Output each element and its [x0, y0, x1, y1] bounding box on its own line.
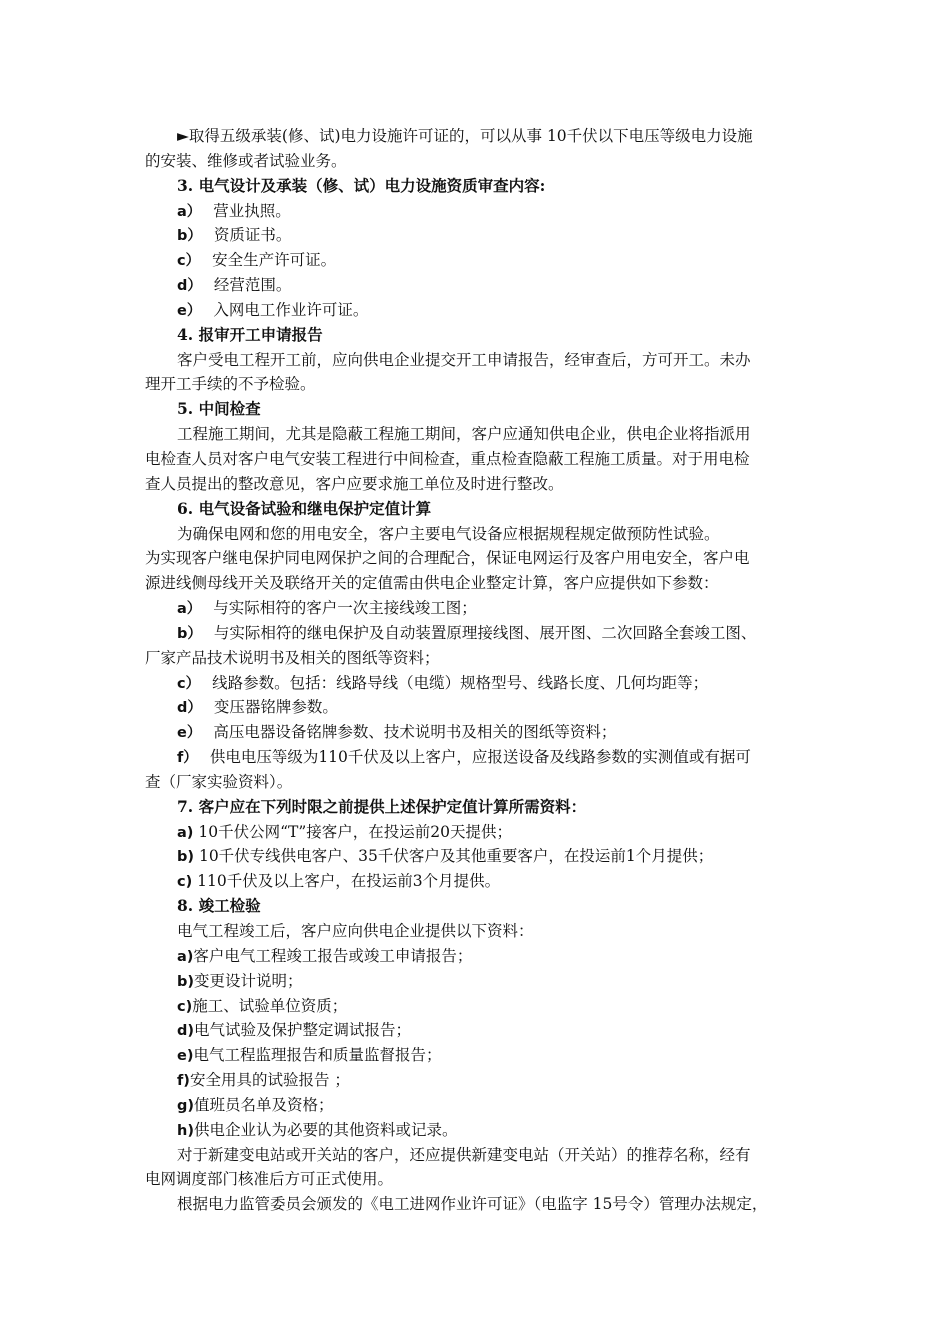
list-label: d)	[177, 1023, 195, 1040]
list-item	[145, 248, 815, 273]
section-heading-7: 7. 客户应在下列时限之前提供上述保护定值计算所需资料：	[177, 796, 587, 816]
list-item	[145, 671, 815, 696]
list-item	[145, 969, 815, 994]
list-text: 与实际相符的客户一次主接线竣工图；	[213, 599, 477, 618]
list-item	[145, 720, 815, 745]
list-label: a)	[177, 948, 194, 965]
list-item	[145, 199, 815, 224]
list-item	[145, 1093, 815, 1118]
section-heading-8: 8. 竣工检验	[177, 896, 261, 916]
list-item	[145, 844, 815, 869]
list-text: 客户电气工程竣工报告或竣工申请报告；	[193, 946, 473, 965]
list-item	[145, 820, 815, 845]
list-label: b)	[177, 973, 195, 990]
list-item-continuation: 厂家产品技术说明书及相关的图纸等资料；	[145, 648, 440, 667]
list-text: 电气试验及保护整定调试报告；	[194, 1021, 412, 1040]
list-text: 线路参数。包括：线路导线（电缆）规格型号、线路长度、几何均距等；	[212, 673, 709, 692]
list-text: 变压器铭牌参数。	[213, 698, 338, 717]
list-label: a）	[177, 203, 202, 220]
list-label: f）	[177, 750, 198, 767]
list-label: e）	[177, 725, 202, 742]
list-label: d）	[177, 700, 202, 717]
list-item	[145, 596, 815, 621]
list-item	[145, 745, 815, 770]
list-item	[145, 944, 815, 969]
list-text: 供电企业认为必要的其他资料或记录。	[193, 1120, 458, 1139]
list-text: 电气工程监理报告和质量监督报告；	[193, 1046, 442, 1065]
section-heading-4: 4. 报审开工申请报告	[177, 324, 323, 344]
list-label: e）	[177, 302, 202, 319]
paragraph-line: 电检查人员对客户电气安装工程进行中间检查，重点检查隐蔽工程施工质量。对于用电检	[145, 449, 750, 468]
list-label: f)	[177, 1073, 190, 1090]
list-label: e)	[177, 1048, 194, 1065]
section-heading-6: 6. 电气设备试验和继电保护定值计算	[177, 498, 432, 518]
section-heading-3: 3. 电气设计及承装（修、试）电力设施资质审查内容:	[177, 175, 546, 195]
list-item	[145, 273, 815, 298]
list-label: b）	[177, 228, 202, 245]
list-item	[145, 298, 815, 323]
section-heading-5: 5. 中间检查	[177, 399, 261, 419]
list-item	[145, 869, 815, 894]
list-text: 110千伏及以上客户，在投运前3个月提供。	[197, 872, 501, 891]
list-item	[145, 695, 815, 720]
paragraph-line: 对于新建变电站或开关站的客户，还应提供新建变电站（开关站）的推荐名称，经有	[177, 1145, 751, 1164]
paragraph-line: 工程施工期间，尤其是隐蔽工程施工期间，客户应通知供电企业，供电企业将指派用	[177, 425, 751, 444]
paragraph-line: 根据电力监管委员会颁发的《电工进网作业许可证》（电监字 15号令）管理办法规定，	[177, 1195, 768, 1214]
list-label: c）	[177, 675, 201, 692]
list-item	[145, 621, 815, 646]
list-label: c)	[177, 998, 193, 1015]
paragraph-line: 电气工程竣工后，客户应向供电企业提供以下资料：	[177, 922, 534, 940]
paragraph-line: 电网调度部门核准后方可正式使用。	[145, 1170, 394, 1189]
list-label: g)	[177, 1097, 195, 1114]
list-item	[145, 1043, 815, 1068]
list-text: 资质证书。	[213, 226, 292, 245]
list-text: 安全生产许可证。	[212, 251, 337, 270]
list-text: 经营范围。	[213, 276, 292, 295]
list-label: c）	[177, 253, 201, 270]
list-label: h)	[177, 1122, 194, 1139]
paragraph-line: ►取得五级承装(修、试)电力设施许可证的，可以从事 10千伏以下电压等级电力设施	[177, 127, 753, 145]
list-item-continuation: 查（厂家实验资料）。	[145, 772, 293, 791]
list-text: 10千伏公网“T”接客户，在投运前20天提供；	[198, 822, 512, 841]
list-label: b)	[177, 849, 195, 866]
list-label: a)	[177, 824, 194, 841]
list-text: 营业执照。	[213, 201, 291, 220]
document-body	[145, 124, 815, 1217]
list-label: c)	[177, 874, 193, 891]
list-text: 施工、试验单位资质；	[192, 996, 348, 1015]
list-item	[145, 1018, 815, 1043]
paragraph-line: 为实现客户继电保护同电网保护之间的合理配合，保证电网运行及客户用电安全，客户电	[145, 549, 750, 568]
paragraph-line: 为确保电网和您的用电安全，客户主要电气设备应根据规程规定做预防性试验。	[177, 524, 720, 543]
list-text: 入网电工作业许可证。	[213, 300, 369, 319]
list-item	[145, 1068, 815, 1093]
list-label: d）	[177, 278, 202, 295]
paragraph-line: 客户受电工程开工前，应向供电企业提交开工申请报告，经审查后，方可开工。未办	[177, 350, 751, 369]
list-item	[145, 223, 815, 248]
list-item	[145, 1118, 815, 1143]
list-label: a）	[177, 601, 202, 618]
paragraph-line: 理开工手续的不予检验。	[145, 375, 316, 394]
list-item	[145, 994, 815, 1019]
paragraph-line: 源进线侧母线开关及联络开关的定值需由供电企业整定计算，客户应提供如下参数：	[145, 574, 719, 593]
list-text: 供电电压等级为110千伏及以上客户，应报送设备及线路参数的实测值或有据可	[209, 748, 751, 767]
list-label: b）	[177, 625, 202, 642]
paragraph-line: 查人员提出的整改意见，客户应要求施工单位及时进行整改。	[145, 474, 564, 493]
list-text: 10千伏专线供电客户、35千伏客户及其他重要客户，在投运前1个月提供；	[198, 847, 714, 866]
list-text: 与实际相符的继电保护及自动装置原理接线图、展开图、二次回路全套竣工图、	[213, 623, 757, 642]
paragraph-line: 的安装、维修或者试验业务。	[145, 151, 347, 170]
list-text: 安全用具的试验报告 ；	[189, 1071, 350, 1090]
list-text: 值班员名单及资格；	[194, 1095, 334, 1114]
list-text: 变更设计说明；	[194, 971, 303, 990]
list-text: 高压电器设备铭牌参数、技术说明书及相关的图纸等资料；	[213, 723, 617, 742]
